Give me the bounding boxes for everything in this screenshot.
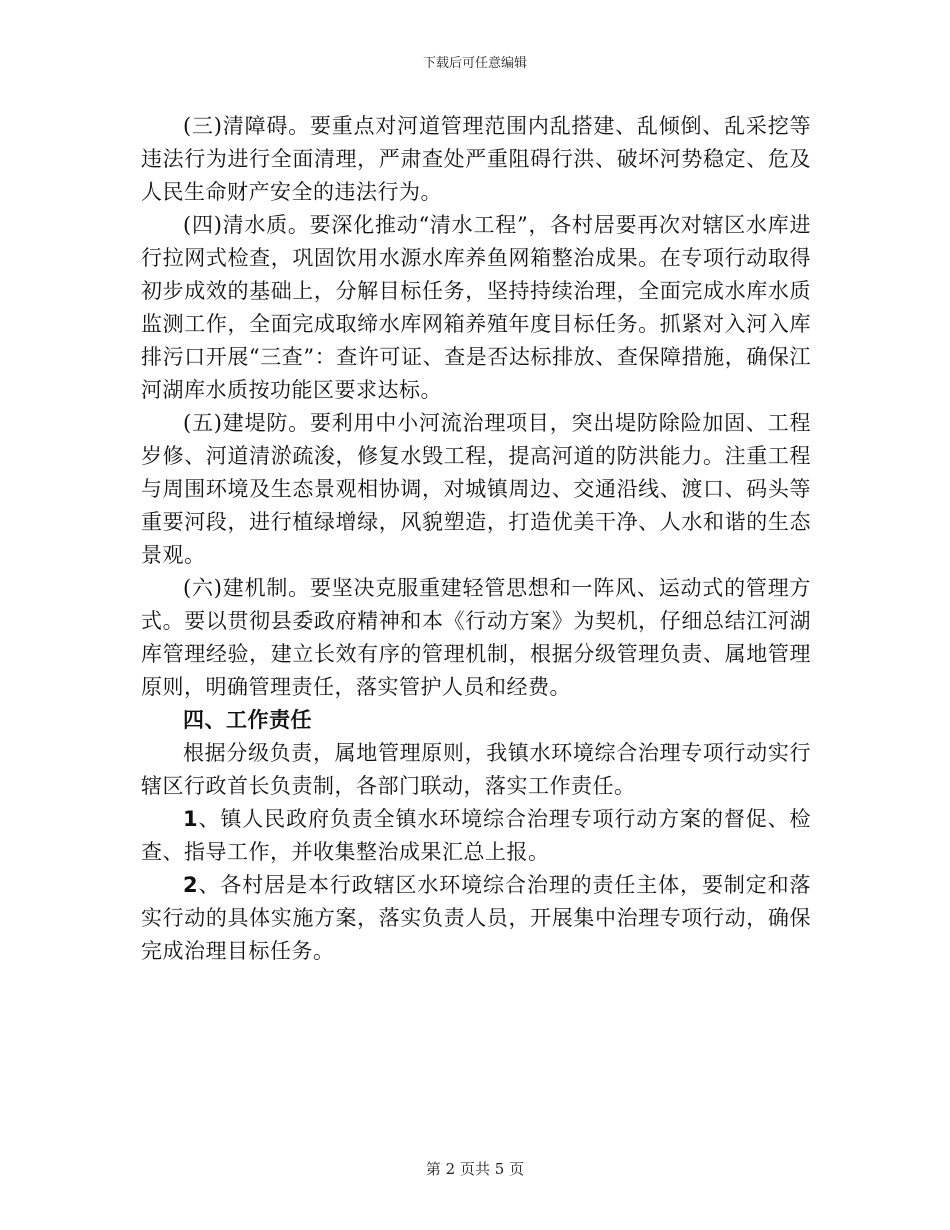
paragraph-responsibility-intro: 根据分级负责，属地管理原则，我镇水环境综合治理专项行动实行辖区行政首长负责制，各部门联动，落实工作责任。 — [141, 741, 811, 798]
paragraph-item-1 — [141, 803, 811, 869]
item-text-1: 、镇人民政府负责全镇水环境综合治理专项行动方案的督促、检查、指导工作，并收集整治成果汇总上报。 — [141, 807, 811, 864]
page-footer: 第 2 页共 5 页 — [425, 1160, 525, 1178]
paragraph-clear-water-quality: (四)清水质。要深化推动“清水工程”，各村居要再次对辖区水库进行拉网式检查，巩固饮用水源水库养鱼网箱整治成果。在专项行动取得初步成效的基础上，分解目标任务，坚持持续治理，全面完成水库水质监测工作，全面完成取缔水库网箱养殖年度目标任务。抓紧对入河入库排污口开展“三查”：查许可证、查是否达标排放、查保障措施，确保江河湖库水质按功能区要求达标。 — [141, 213, 811, 402]
paragraph-item-2 — [141, 869, 811, 968]
document-body — [141, 110, 811, 968]
paragraph-build-mechanism: (六)建机制。要坚决克服重建轻管思想和一阵风、运动式的管理方式。要以贯彻县委政府精神和本《行动方案》为契机，仔细总结江河湖库管理经验，建立长效有序的管理机制，根据分级管理负责、属地管理原则，明确管理责任，落实管护人员和经费。 — [141, 576, 811, 699]
item-number-1: 1 — [183, 807, 199, 831]
section-heading-work-responsibility: 四、工作责任 — [183, 708, 312, 732]
paragraph-clear-obstacles: (三)清障碍。要重点对河道管理范围内乱搭建、乱倾倒、乱采挖等违法行为进行全面清理，严肃查处严重阻碍行洪、破坏河势稳定、危及人民生命财产安全的违法行为。 — [141, 114, 811, 204]
item-text-2: 、各村居是本行政辖区水环境综合治理的责任主体，要制定和落实行动的具体实施方案，落实负责人员，开展集中治理专项行动，确保完成治理目标任务。 — [141, 873, 811, 963]
paragraph-build-embankment: (五)建堤防。要利用中小河流治理项目，突出堤防除险加固、工程岁修、河道清淤疏浚，修复水毁工程，提高河道的防洪能力。注重工程与周围环境及生态景观相协调，对城镇周边、交通沿线、渡口、码头等重要河段，进行植绿增绿，风貌塑造，打造优美干净、人水和谐的生态景观。 — [141, 411, 811, 567]
header-note: 下载后可任意编辑 — [422, 56, 527, 71]
item-number-2: 2 — [183, 873, 199, 897]
